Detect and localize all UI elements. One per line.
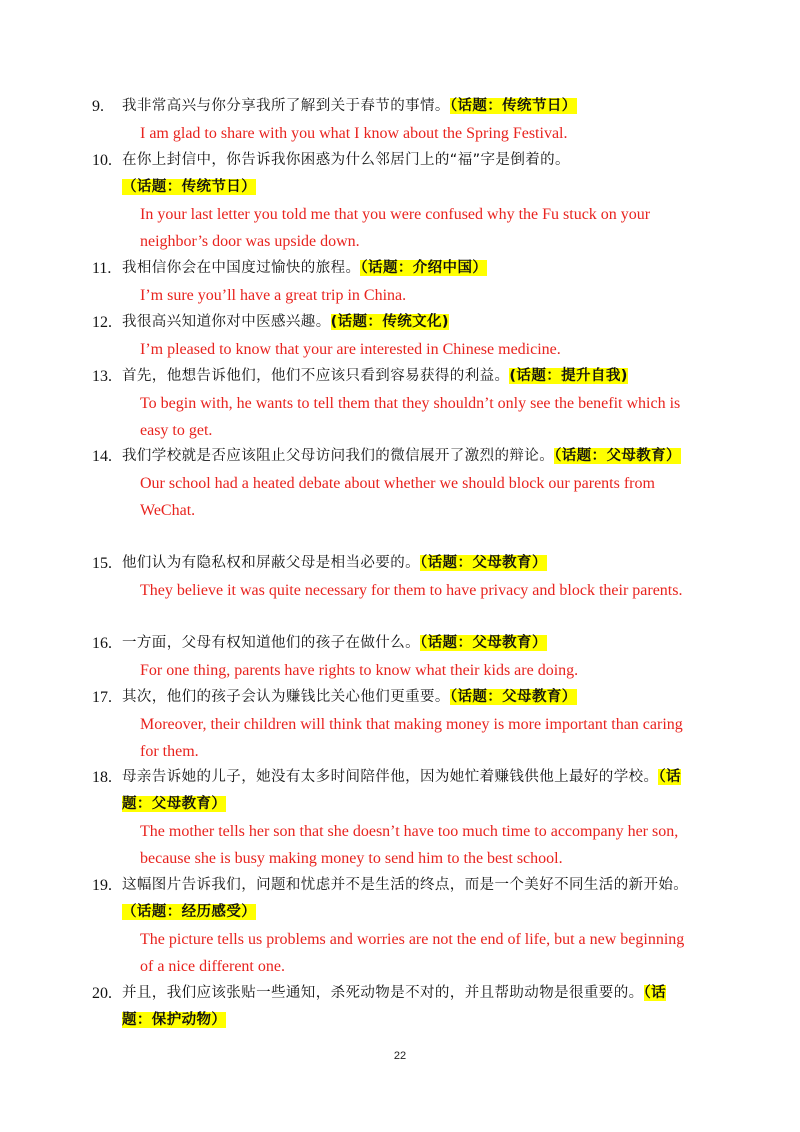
topic-tag: （话题：父母教育） [554, 448, 681, 464]
english-translation: I’m pleased to know that your are interested in Chinese medicine. [140, 341, 561, 358]
list-item [92, 684, 692, 765]
english-translation: They believe it was quite necessary for them to have privacy and block their parents. [140, 582, 683, 599]
chinese-text: 我相信你会在中国度过愉快的旅程。 [122, 260, 361, 276]
topic-tag: （话题：保护动物） [122, 985, 667, 1028]
topic-tag: （话题：父母教育） [420, 555, 547, 571]
list-item [92, 764, 692, 872]
topic-tag: （话题：介绍中国） [360, 260, 488, 276]
item-number: 19. [92, 877, 112, 894]
chinese-text: 在你上封信中，你告诉我你困惑为什么邻居门上的“福”字是倒着的。 [122, 152, 570, 168]
chinese-sentence [122, 684, 692, 711]
english-translation: Moreover, their children will think that making money is more important than caring for them. [140, 716, 683, 760]
english-translation: Our school had a heated debate about whether we should block our parents from WeChat. [140, 475, 655, 519]
english-translation: I am glad to share with you what I know about the Spring Festival. [140, 125, 568, 142]
item-number: 14. [92, 448, 112, 465]
topic-tag: （话题：经历感受） [122, 904, 257, 920]
english-translation: In your last letter you told me that you were confused why the Fu stuck on your neighbor’s door was upside down. [140, 206, 651, 250]
chinese-sentence [122, 764, 692, 818]
chinese-text: 我非常高兴与你分享我所了解到关于春节的事情。 [122, 98, 450, 114]
list-item [92, 550, 692, 604]
english-translation: To begin with, he wants to tell them that they shouldn’t only see the benefit which is easy to get. [140, 395, 681, 439]
topic-tag: （话题：父母教育） [420, 635, 547, 651]
chinese-text: 并且，我们应该张贴一些通知，杀死动物是不对的，并且帮助动物是很重要的。 [122, 985, 644, 1001]
list-item [92, 872, 692, 980]
chinese-text: 一方面，父母有权知道他们的孩子在做什么。 [122, 635, 420, 651]
english-translation: I’m sure you’ll have a great trip in China. [140, 287, 407, 304]
topic-tag: (话题：传统文化) [330, 314, 449, 330]
chinese-sentence [122, 550, 692, 577]
chinese-sentence [122, 363, 692, 390]
chinese-text: 我们学校就是否应该阻止父母访问我们的微信展开了激烈的辩论。 [122, 448, 555, 464]
item-number: 12. [92, 314, 112, 331]
chinese-sentence [122, 872, 692, 926]
topic-tag: （话题：父母教育） [449, 689, 577, 705]
item-number: 15. [92, 555, 112, 572]
item-number: 13. [92, 368, 112, 385]
list-item [92, 630, 692, 684]
chinese-sentence [122, 443, 692, 470]
chinese-sentence [122, 980, 692, 1034]
chinese-text: 他们认为有隐私权和屏蔽父母是相当必要的。 [122, 555, 420, 571]
chinese-sentence [122, 93, 692, 120]
topic-tag: (话题：提升自我) [509, 368, 628, 384]
topic-tag: （话题：父母教育） [122, 769, 681, 812]
topic-tag: （话题：传统节日） [122, 179, 257, 195]
list-item [92, 443, 692, 524]
list-item [92, 255, 692, 309]
english-translation: The picture tells us problems and worries are not the end of life, but a new beginning of a nice different one. [140, 931, 685, 975]
list-item [92, 363, 692, 444]
item-number: 10. [92, 152, 112, 169]
english-translation: The mother tells her son that she doesn’t have too much time to accompany her son, because she is busy making money to send him to the best school. [140, 823, 679, 867]
chinese-text: 我很高兴知道你对中医感兴趣。 [122, 314, 331, 330]
item-number: 17. [92, 689, 112, 706]
chinese-sentence [122, 255, 692, 282]
list-item [92, 309, 692, 363]
chinese-text: 这幅图片告诉我们，问题和忧虑并不是生活的终点，而是一个美好不同生活的新开始。 [122, 877, 689, 893]
chinese-sentence [122, 309, 692, 336]
chinese-sentence [122, 147, 692, 201]
item-number: 9. [92, 98, 104, 115]
item-number: 16. [92, 635, 112, 652]
list-item [92, 147, 692, 255]
topic-tag: （话题：传统节日） [449, 98, 577, 114]
chinese-sentence [122, 630, 692, 657]
list-item [92, 93, 692, 147]
chinese-text: 母亲告诉她的儿子，她没有太多时间陪伴他，因为她忙着赚钱供他上最好的学校。 [122, 769, 659, 785]
item-number: 20. [92, 985, 112, 1002]
chinese-text: 其次，他们的孩子会认为赚钱比关心他们更重要。 [122, 689, 450, 705]
page-number: 22 [393, 1050, 407, 1062]
item-number: 11. [92, 260, 112, 277]
item-number: 18. [92, 769, 112, 786]
english-translation: For one thing, parents have rights to know what their kids are doing. [140, 662, 579, 679]
list-item [92, 980, 692, 1034]
chinese-text: 首先，他想告诉他们，他们不应该只看到容易获得的利益。 [122, 368, 510, 384]
